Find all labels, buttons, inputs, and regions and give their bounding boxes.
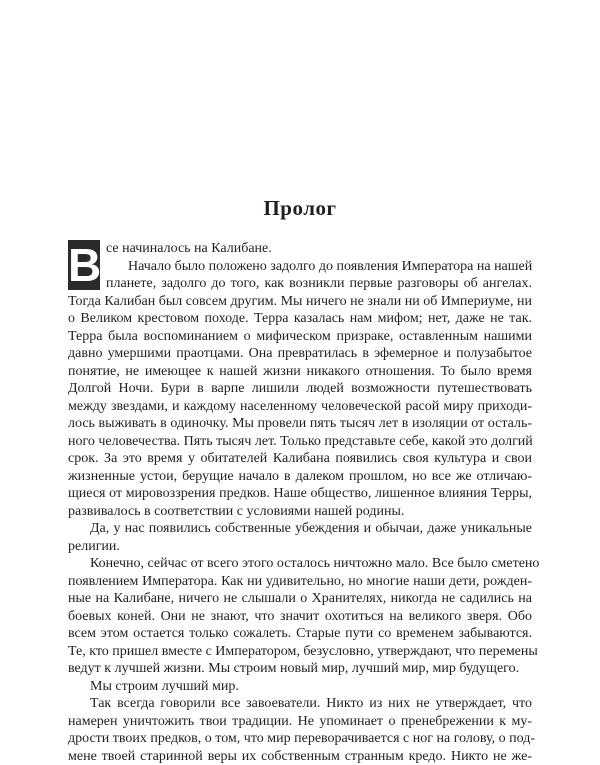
body-text — [68, 240, 532, 765]
text-line: жизненные устои, берущие начало в далеком прошлом, но все же отличаю- — [68, 468, 532, 486]
text-line: о Великом крестовом походе. Терра казалась нам мифом; нет, даже не так. — [68, 310, 532, 328]
opening-paragraph — [68, 240, 532, 293]
text-line: Начало было положено задолго до появления Императора на нашей — [106, 258, 532, 276]
text-line: ного человечества. Пять тысяч лет. Только представьте себе, какой это долгий — [68, 433, 532, 451]
text-line: Конечно, сейчас от всего этого осталось ничтожно мало. Все было сметено — [68, 555, 532, 573]
text-line: появлением Императора. Как ни удивительно, но многие наши дети, рожден- — [68, 573, 532, 591]
text-line: боевых коней. Они не знают, что значит охотиться на великого зверя. Обо — [68, 608, 532, 626]
chapter-title: Пролог — [0, 196, 600, 221]
text-line: Мы строим лучший мир. — [68, 678, 532, 696]
text-line: Терра была воспоминанием о мифическом призраке, оставленным нашими — [68, 328, 532, 346]
text-line: мене твоей старинной веры их собственным странным кредо. Никто не же- — [68, 748, 532, 765]
text-line: религии. — [68, 538, 532, 556]
text-line: лось выживать в одиночку. Мы провели пять тысяч лет в изоляции от осталь- — [68, 415, 532, 433]
text-line: планете, задолго до того, как возникли первые разговоры об ангелах. — [106, 275, 532, 293]
text-line: Долгой Ночи. Бури в варпе лишили людей возможности путешествовать — [68, 380, 532, 398]
text-line: понятие, не имеющее к нашей жизни никакого отношения. То было время — [68, 363, 532, 381]
text-line: между звездами, и каждому населенному человеческой расой миру приходи- — [68, 398, 532, 416]
text-line: Да, у нас появились собственные убеждения и обычаи, даже уникальные — [68, 520, 532, 538]
text-line: Тогда Калибан был совсем другим. Мы ничего не знали ни об Империуме, ни — [68, 293, 532, 311]
text-line: развивалось в соответствии с условиями нашей родины. — [68, 503, 532, 521]
text-line: дрости твоих предков, о том, что мир переворачивается с ног на голову, о под- — [68, 730, 532, 748]
remaining-text — [68, 293, 532, 765]
text-line: ведут к лучшей жизни. Мы строим новый мир, лучший мир, мир будущего. — [68, 660, 532, 678]
text-line: се начиналось на Калибане. — [106, 240, 532, 258]
text-line: Те, кто пришел вместе с Императором, безусловно, утверждают, что перемены — [68, 643, 532, 661]
text-line: Так всегда говорили все завоеватели. Никто из них не утверждает, что — [68, 695, 532, 713]
text-line: намерен уничтожить твои традиции. Не упоминает о пренебрежении к му- — [68, 713, 532, 731]
text-line: срок. За это время у обитателей Калибана появились своя культура и свои — [68, 450, 532, 468]
text-line: щиеся от мировоззрения предков. Наше общество, лишенное влияния Терры, — [68, 485, 532, 503]
text-line: ные на Калибане, ничего не слышали о Хранителях, никогда не садились на — [68, 590, 532, 608]
drop-cap: В — [68, 240, 100, 290]
drop-cap-lines — [106, 240, 532, 293]
text-line: давно умершими праотцами. Она превратилась в эфемерное и полузабытое — [68, 345, 532, 363]
text-line: всем этом остается только сожалеть. Старые пути со временем забываются. — [68, 625, 532, 643]
